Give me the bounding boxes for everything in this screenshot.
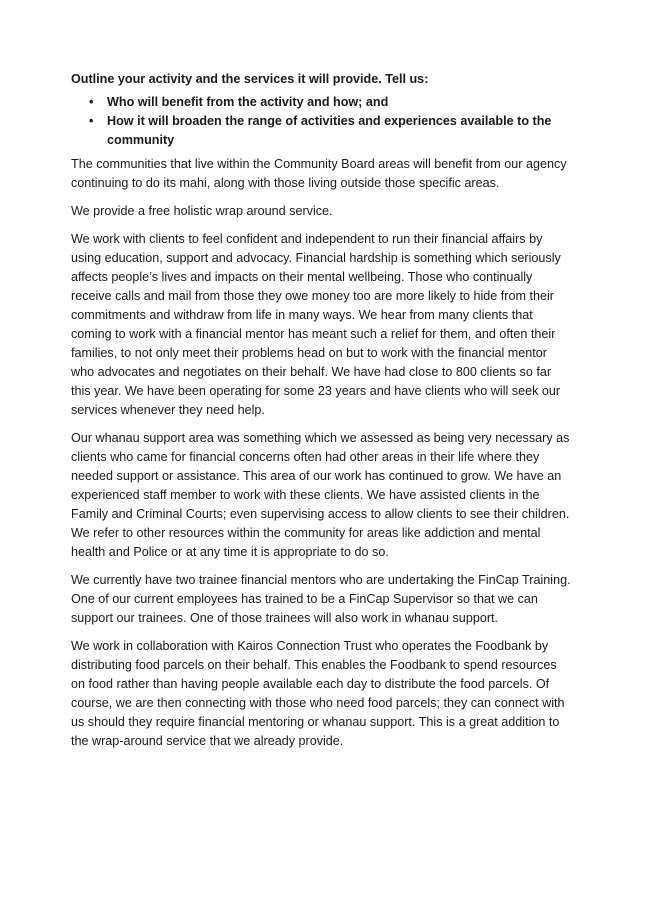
paragraph: Our whanau support area was something which we assessed as being very necessary as clients who came for financial concerns often had other areas in their life where they needed support or assistance. This area of our work has continued to grow. We have an experienced staff member to work with these clients. We have assisted clients in the Family and Criminal Courts; even supervising access to allow clients to see their children. We refer to other resources within the community for areas like addiction and mental health and Police or at any time it is appropriate to do so.	[71, 431, 570, 559]
section-heading: Outline your activity and the services it will provide. Tell us:	[71, 72, 429, 86]
bullet-icon: •	[89, 95, 94, 109]
document-body	[71, 70, 571, 760]
paragraph: We work in collaboration with Kairos Connection Trust who operates the Foodbank by distributing food parcels on their behalf. This enables the Foodbank to spend resources on food rather than having people available each day to distribute the food parcels. Of course, we are then connecting with those who need food parcels; they can connect with us should they require financial mentoring or whanau support. This is a great addition to the wrap-around service that we already provide.	[71, 639, 565, 748]
paragraph: We provide a free holistic wrap around service.	[71, 204, 333, 218]
bullet-list	[71, 93, 571, 150]
paragraph: We currently have two trainee financial mentors who are undertaking the FinCap Training. One of our current employees has trained to be a FinCap Supervisor so that we can support our trainees. One of those trainees will also work in whanau support.	[71, 573, 571, 625]
paragraph: We work with clients to feel confident and independent to run their financial affairs by using education, support and advocacy. Financial hardship is something which seriously affects people’s lives and impacts on their mental wellbeing. Those who continually receive calls and mail from those they owe money too are more likely to hide from their commitments and withdraw from life in many ways. We hear from many clients that coming to work with a financial mentor has meant such a relief for them, and often their families, to not only meet their problems head on but to work with the financial mentor who advocates and negotiates on their behalf. We have had close to 800 clients so far this year. We have been operating for some 23 years and have clients who will seek our services whenever they need help.	[71, 232, 561, 417]
paragraph: The communities that live within the Community Board areas will benefit from our agency continuing to do its mahi, along with those living outside those specific areas.	[71, 157, 567, 190]
bullet-item	[71, 93, 571, 112]
bullet-text: Who will benefit from the activity and how; and	[107, 95, 389, 109]
bullet-icon: •	[89, 114, 94, 128]
bullet-text: How it will broaden the range of activities and experiences available to the community	[107, 114, 552, 147]
bullet-item	[71, 112, 571, 150]
